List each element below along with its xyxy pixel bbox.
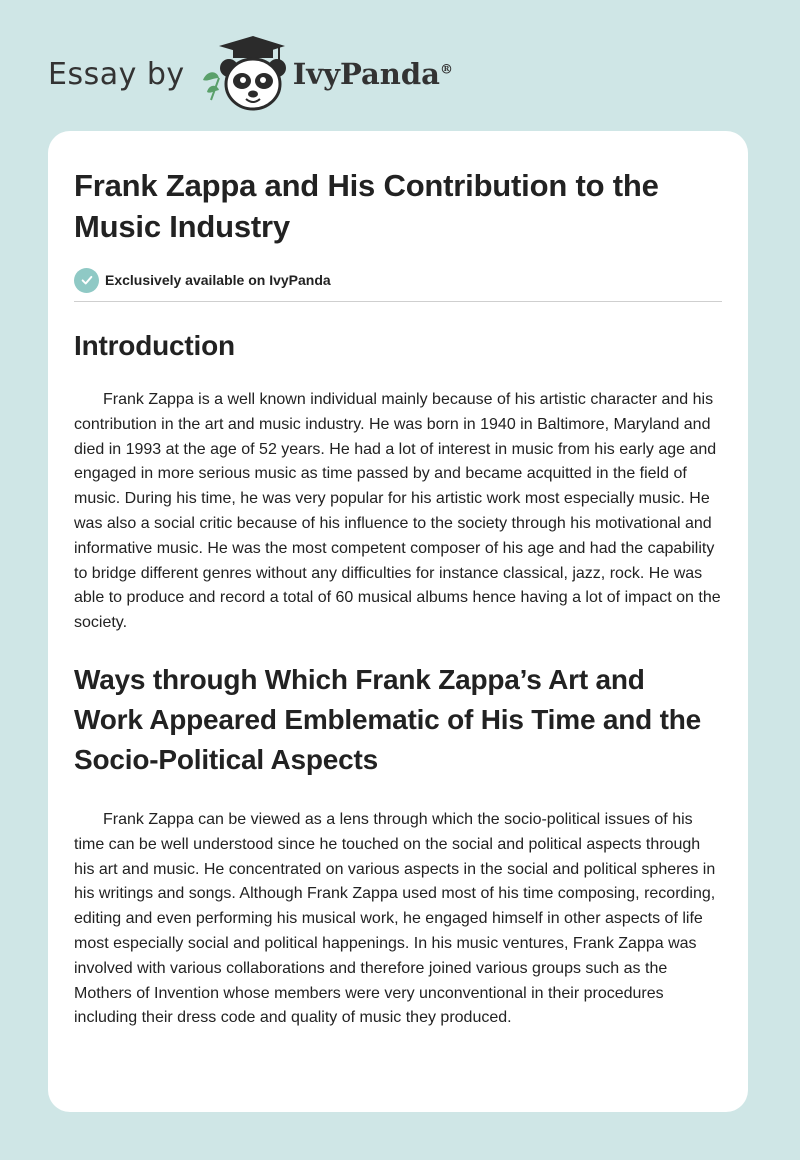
check-icon	[74, 268, 99, 293]
section-heading-ways: Ways through Which Frank Zappa’s Art and Work Appeared Emblematic of His Time and the Socio-Political Aspects	[74, 663, 702, 775]
essay-by-label: Essay by	[48, 56, 185, 92]
section-body-ways: Frank Zappa can be viewed as a lens through which the socio-political issues of his time can be well understood since he touched on the social and political aspects through his art and music. He concentrated on various aspects in the social and political spheres in his writings and songs. Although Frank Zappa used most of his time composing, recording, editing and even performing his musical work, he engaged himself in other aspects of life most especially social and political happenings. In his music ventures, Frank Zappa was involved with various collaborations and therefore joined various groups such as the Mothers of Invention whose members were very unconventional in their procedures including their dress code and quality of music they produced.	[74, 810, 716, 1027]
exclusive-label: Exclusively available on IvyPanda	[105, 272, 331, 288]
essay-card	[48, 131, 748, 1112]
site-header	[48, 34, 508, 114]
section-body-introduction: Frank Zappa is a well known individual mainly because of his artistic character and his contribution in the art and music industry. He was born in 1940 in Baltimore, Maryland and died in 1993 at the age of 52 years. He had a lot of interest in music from his early age and engaged in more serious music as time passed by and became acquitted in the field of music. During his time, he was very popular for his artistic work most especially music. He was also a social critic because of his influence to the society through his motivational and informative music. He was the most competent composer of his age and had the capability to bridge different genres without any difficulties for instance classical, jazz, rock. He was able to produce and record a total of 60 musical albums hence having a lot of impact on the society.	[74, 391, 721, 632]
panda-logo-icon[interactable]	[199, 34, 287, 114]
brand-name[interactable]: IvyPanda®	[292, 57, 453, 91]
exclusive-badge	[74, 267, 722, 293]
page-title: Frank Zappa and His Contribution to the Music Industry	[74, 168, 659, 244]
divider	[74, 301, 722, 302]
section-heading-introduction: Introduction	[74, 330, 235, 361]
